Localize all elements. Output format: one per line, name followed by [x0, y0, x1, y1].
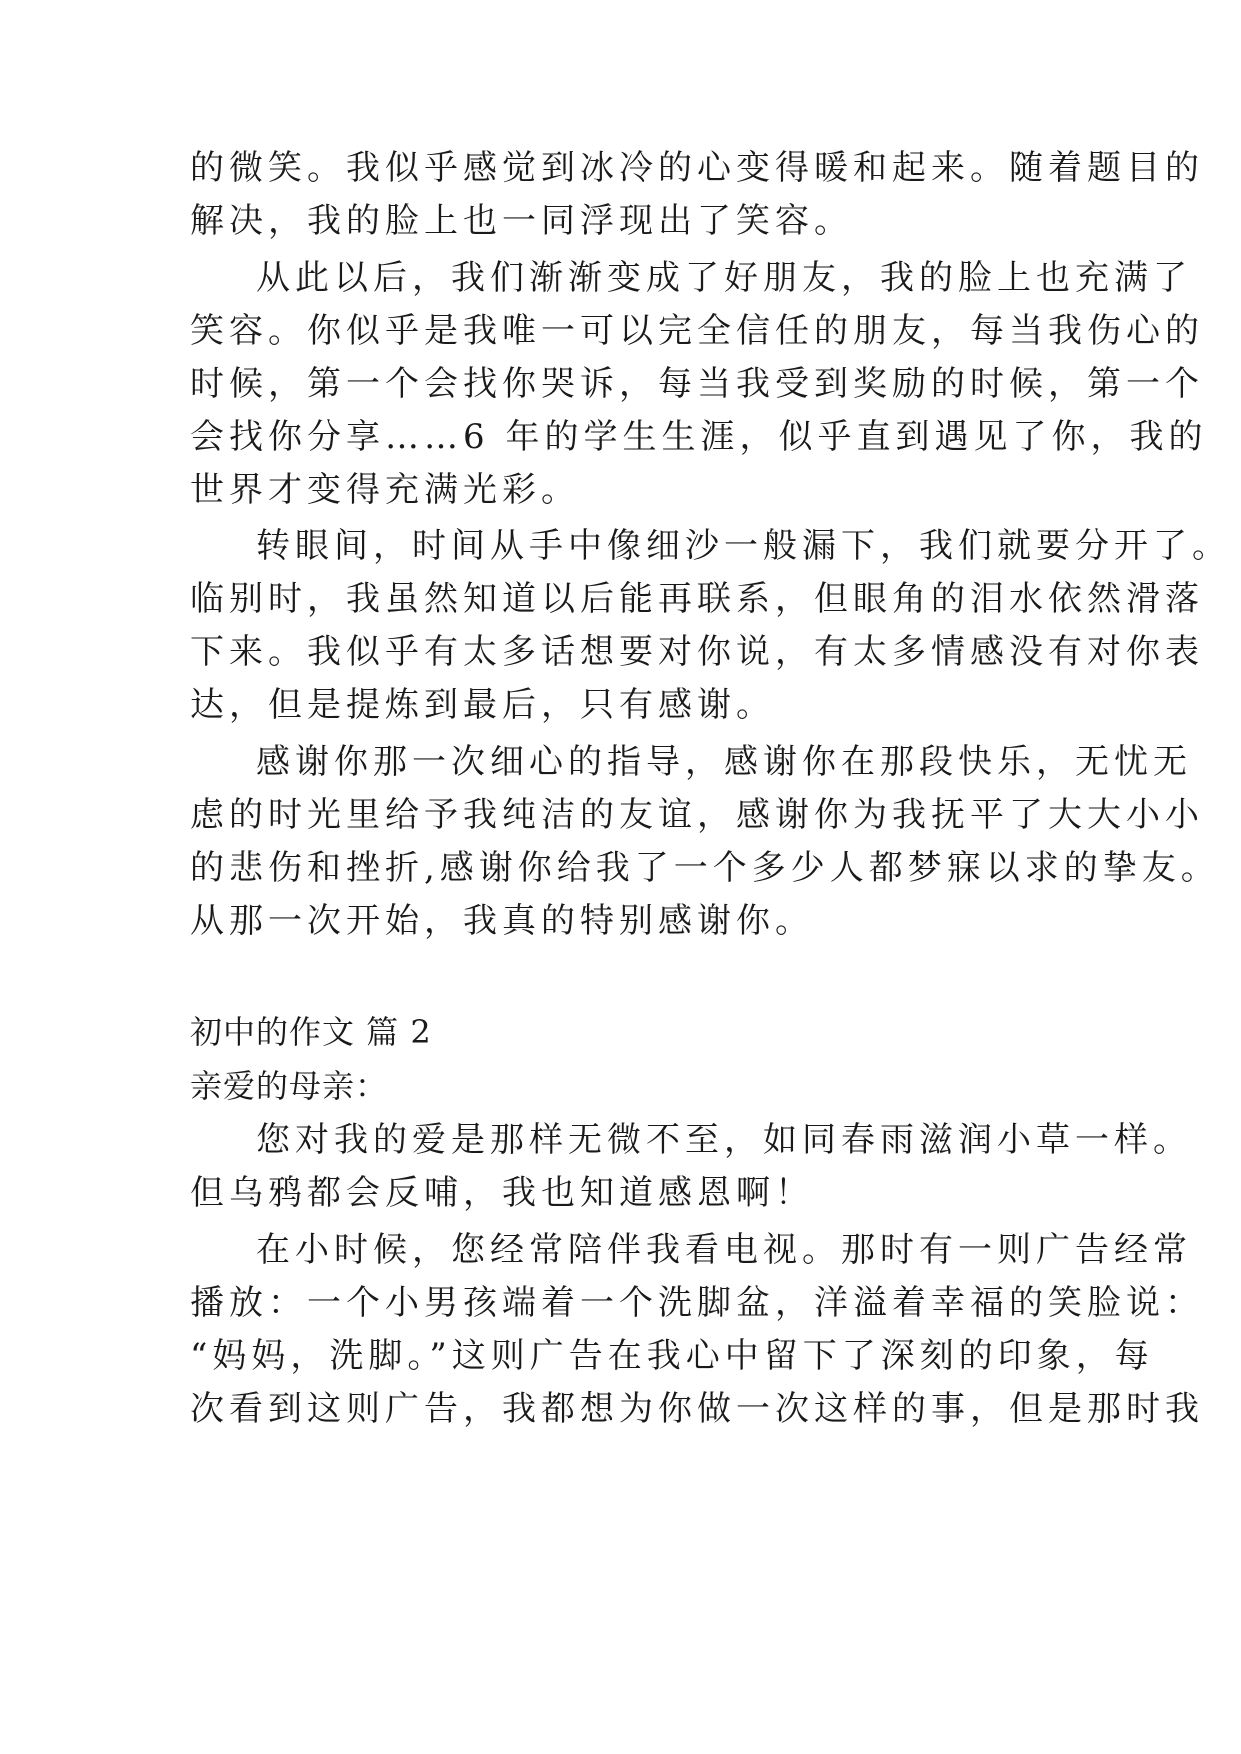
paragraph-line: 次看到这则广告，我都想为你做一次这样的事，但是那时我	[190, 1389, 1204, 1429]
paragraph-line: 转眼间，时间从手中像细沙一般漏下，我们就要分开了。	[256, 526, 1231, 566]
section-heading: 初中的作文 篇 2	[190, 1013, 432, 1051]
paragraph-line: “妈妈，洗脚。”这则广告在我心中留下了深刻的印象，每	[190, 1336, 1154, 1376]
paragraph-line: 笑容。你似乎是我唯一可以完全信任的朋友，每当我伤心的	[190, 311, 1204, 351]
paragraph-line: 解决，我的脸上也一同浮现出了笑容。	[190, 201, 853, 241]
paragraph-line: 的微笑。我似乎感觉到冰冷的心变得暖和起来。随着题目的	[190, 148, 1204, 188]
paragraph-line: 世界才变得充满光彩。	[190, 470, 580, 510]
paragraph-line: 临别时，我虽然知道以后能再联系，但眼角的泪水依然滑落	[190, 579, 1204, 619]
paragraph-line: 会找你分享……6 年的学生生涯，似乎直到遇见了你，我的	[190, 417, 1208, 457]
salutation: 亲爱的母亲：	[190, 1067, 389, 1105]
paragraph-line: 时候，第一个会找你哭诉，每当我受到奖励的时候，第一个	[190, 364, 1204, 404]
paragraph-line: 但乌鸦都会反哺，我也知道感恩啊！	[190, 1173, 814, 1213]
paragraph-line: 从此以后，我们渐渐变成了好朋友，我的脸上也充满了	[256, 258, 1192, 298]
paragraph-line: 您对我的爱是那样无微不至，如同春雨滋润小草一样。	[256, 1120, 1192, 1160]
paragraph-line: 在小时候，您经常陪伴我看电视。那时有一则广告经常	[256, 1230, 1192, 1270]
paragraph-line: 达，但是提炼到最后，只有感谢。	[190, 685, 775, 725]
paragraph-line: 下来。我似乎有太多话想要对你说，有太多情感没有对你表	[190, 632, 1204, 672]
paragraph-line: 从那一次开始，我真的特别感谢你。	[190, 901, 814, 941]
paragraph-line: 感谢你那一次细心的指导，感谢你在那段快乐，无忧无	[256, 742, 1192, 782]
paragraph-line: 播放：一个小男孩端着一个洗脚盆，洋溢着幸福的笑脸说：	[190, 1283, 1204, 1323]
paragraph-line: 的悲伤和挫折,感谢你给我了一个多少人都梦寐以求的挚友。	[190, 848, 1220, 888]
paragraph-line: 虑的时光里给予我纯洁的友谊，感谢你为我抚平了大大小小	[190, 795, 1204, 835]
